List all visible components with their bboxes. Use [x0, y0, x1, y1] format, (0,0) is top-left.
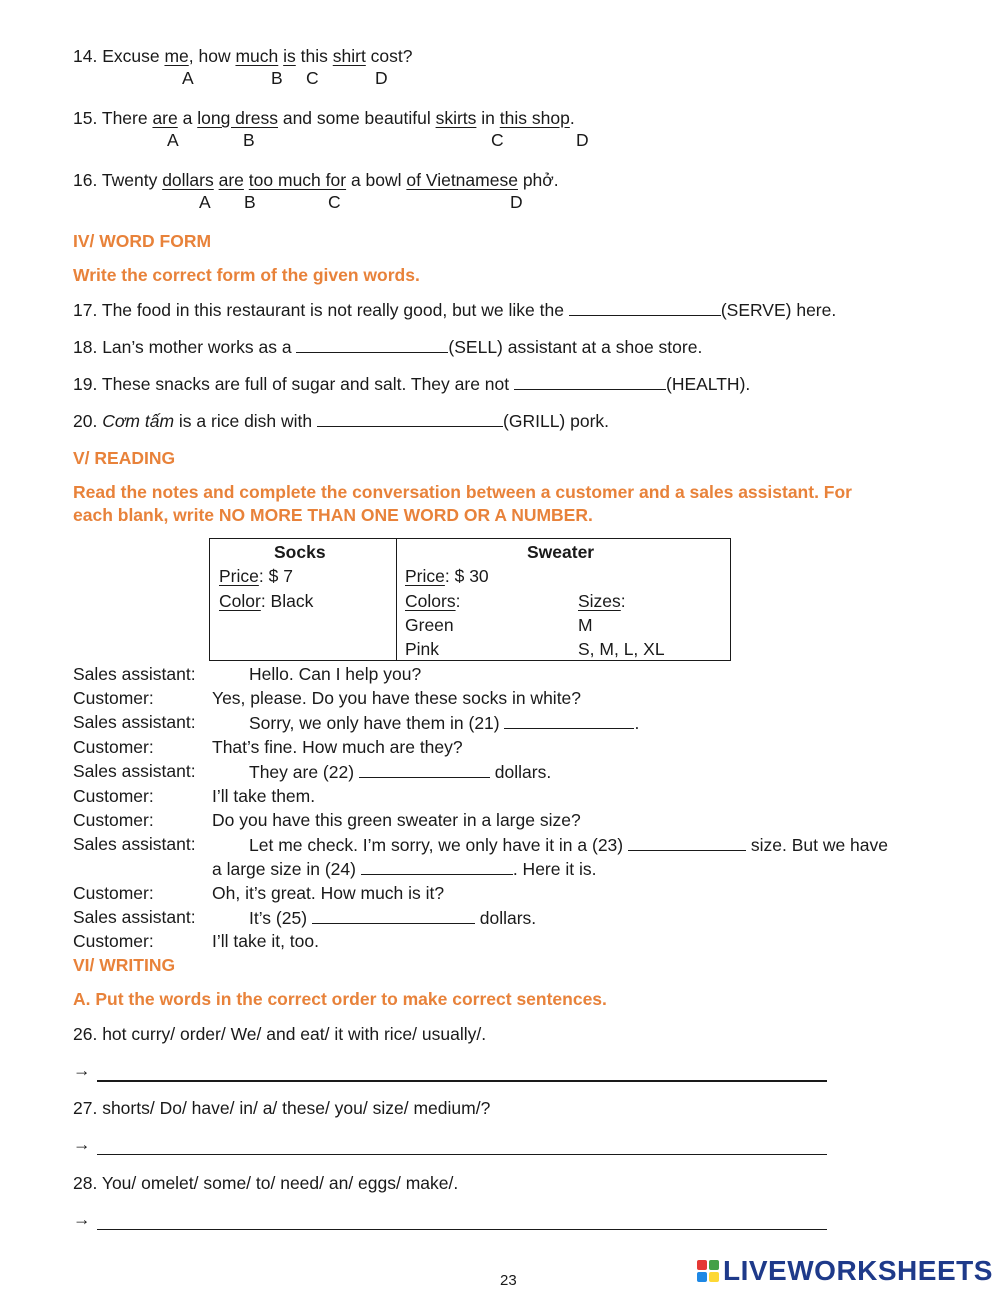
question-text-before: These snacks are full of sugar and salt. They are not: [101, 374, 514, 394]
speaker-label: Customer:: [73, 688, 154, 708]
dialogue-line: I’ll take them.: [212, 786, 316, 806]
letter-c: C: [491, 130, 504, 150]
socks-price: [219, 566, 293, 587]
section-v-instruction-line-1: Read the notes and complete the conversation between a customer and a sales assistant. For: [73, 482, 852, 502]
colors-label: Colors: [405, 591, 456, 611]
question-text-before: Lan’s mother works as a: [102, 337, 297, 357]
question-text: hot curry/ order/ We/ and eat/ it with rice/ usually/.: [102, 1024, 487, 1044]
letter-d: D: [510, 192, 523, 212]
dialogue-line: Do you have this green sweater in a large size?: [212, 810, 581, 830]
speaker-label: Customer:: [73, 931, 154, 951]
speaker-label: Sales assistant:: [73, 664, 196, 684]
option-d-underline: shirt: [332, 46, 366, 66]
dialogue-line: [249, 712, 639, 734]
text-segment: Twenty: [101, 170, 163, 190]
text-segment: a: [177, 108, 198, 128]
question-14: [73, 46, 413, 88]
socks-color: [219, 591, 313, 612]
question-number: 14.: [73, 46, 98, 66]
speaker-label: Customer:: [73, 786, 154, 806]
question-16: [73, 170, 559, 212]
dialogue-line-continuation: [212, 858, 596, 880]
section-v-title: V/ READING: [73, 448, 176, 468]
speaker-label: Customer:: [73, 737, 154, 757]
answer-blank-23[interactable]: [628, 834, 746, 851]
answer-blank-24[interactable]: [361, 858, 513, 875]
table-divider: [396, 539, 397, 660]
question-15: [73, 108, 589, 150]
dialogue-line: [249, 907, 536, 929]
section-vi-title: VI/ WRITING: [73, 955, 176, 975]
arrow-icon: →: [73, 1209, 91, 1229]
question-18: [73, 336, 702, 358]
dialogue-text-before: a large size in (24): [212, 859, 361, 879]
question-number: 28.: [73, 1173, 98, 1193]
letter-b: B: [243, 130, 255, 150]
text-segment: .: [569, 108, 575, 128]
dialogue-text-before: It’s (25): [249, 908, 312, 928]
notes-table: [209, 538, 731, 661]
text-segment: in: [476, 108, 500, 128]
text-segment: a bowl: [346, 170, 407, 190]
question-number: 17.: [73, 300, 98, 320]
option-a-underline: me: [164, 46, 189, 66]
answer-line-27[interactable]: [97, 1154, 827, 1155]
text-segment: phở.: [517, 170, 559, 190]
question-text-after: (SERVE) here.: [720, 300, 837, 320]
text-segment: this: [295, 46, 333, 66]
answer-blank-22[interactable]: [359, 761, 490, 778]
speaker-label: Sales assistant:: [73, 907, 196, 927]
price-label: Price: [405, 566, 445, 586]
colors-colon: :: [455, 591, 461, 611]
sweater-size-1: M: [578, 615, 593, 635]
question-number: 27.: [73, 1098, 98, 1118]
speaker-label: Sales assistant:: [73, 761, 196, 781]
letter-c: C: [328, 192, 341, 212]
option-b-underline: are: [218, 170, 244, 190]
dialogue-line: Oh, it’s great. How much is it?: [212, 883, 445, 903]
section-iv-title: IV/ WORD FORM: [73, 231, 212, 251]
speaker-label: Customer:: [73, 810, 154, 830]
arrow-icon: →: [73, 1134, 91, 1154]
question-number: 20.: [73, 411, 98, 431]
sizes-colon: :: [620, 591, 626, 611]
question-number: 15.: [73, 108, 98, 128]
answer-blank-19[interactable]: [514, 373, 666, 390]
question-number: 19.: [73, 374, 98, 394]
dialogue-text-after: size. But we have: [745, 835, 889, 855]
sweater-color-2: Pink: [405, 639, 440, 659]
question-27: [73, 1098, 490, 1119]
dialogue-line: That’s fine. How much are they?: [212, 737, 463, 757]
dialogue-text-after: .: [634, 713, 640, 733]
page-number: 23: [500, 1272, 517, 1289]
question-number: 18.: [73, 337, 98, 357]
option-d-underline: this shop: [499, 108, 570, 128]
logo-text: LIVEWORKSHEETS: [723, 1255, 993, 1286]
color-value: : Black: [260, 591, 314, 611]
dialogue-text-before: They are (22): [249, 762, 359, 782]
section-vi-instruction: A. Put the words in the correct order to make correct sentences.: [73, 989, 607, 1009]
speaker-label: Customer:: [73, 883, 154, 903]
question-19: [73, 373, 750, 395]
sweater-color-1: Green: [405, 615, 454, 635]
text-segment: There: [101, 108, 153, 128]
sweater-size-2: S, M, L, XL: [578, 639, 665, 659]
answer-line-28[interactable]: [97, 1229, 827, 1230]
answer-blank-25[interactable]: [312, 907, 475, 924]
question-number: 16.: [73, 170, 98, 190]
answer-blank-21[interactable]: [504, 712, 634, 729]
sweater-colors-label: [405, 591, 460, 612]
letter-b: B: [271, 68, 283, 88]
answer-blank-17[interactable]: [569, 299, 721, 316]
option-b-underline: much: [235, 46, 279, 66]
answer-blank-20[interactable]: [317, 410, 503, 427]
letter-d: D: [375, 68, 388, 88]
socks-header: Socks: [274, 542, 326, 562]
option-b-underline: long dress: [197, 108, 278, 128]
logo-icon: [697, 1260, 719, 1282]
dialogue-line: Hello. Can I help you?: [249, 664, 422, 684]
dialogue-text-after: dollars.: [474, 908, 537, 928]
dialogue-line: I’ll take it, too.: [212, 931, 319, 951]
question-17: [73, 299, 836, 321]
dialogue-line: [249, 834, 888, 856]
text-segment: Excuse: [102, 46, 165, 66]
text-segment: , how: [188, 46, 236, 66]
logo-block: [697, 1272, 707, 1282]
answer-line-26[interactable]: [97, 1080, 827, 1082]
dialogue-text-before: Let me check. I’m sorry, we only have it in a (23): [249, 835, 628, 855]
speaker-label: Sales assistant:: [73, 834, 196, 854]
option-c-underline: skirts: [435, 108, 477, 128]
letter-d: D: [576, 130, 589, 150]
speaker-label: Sales assistant:: [73, 712, 196, 732]
dialogue-text-after: dollars.: [489, 762, 552, 782]
logo-block: [697, 1260, 707, 1270]
text-segment: cost?: [365, 46, 413, 66]
color-label: Color: [219, 591, 261, 611]
question-text: shorts/ Do/ have/ in/ a/ these/ you/ size/ medium/?: [102, 1098, 491, 1118]
question-text: You/ omelet/ some/ to/ need/ an/ eggs/ make/.: [101, 1173, 459, 1193]
question-text-after: (HEALTH).: [666, 374, 751, 394]
dish-name: Cơm tấm: [102, 411, 175, 431]
letter-a: A: [167, 130, 179, 150]
logo-block: [709, 1272, 719, 1282]
liveworksheets-logo[interactable]: [697, 1255, 993, 1287]
question-text-after: (SELL) assistant at a shoe store.: [448, 337, 703, 357]
arrow-icon: →: [73, 1060, 91, 1080]
dialogue-line: [249, 761, 551, 783]
dialogue-text-before: Sorry, we only have them in (21): [249, 713, 505, 733]
question-text-before: is a rice dish with: [174, 411, 318, 431]
sweater-header: Sweater: [527, 542, 595, 562]
question-20: [73, 410, 609, 432]
letter-a: A: [182, 68, 194, 88]
option-d-underline: of Vietnamese: [406, 170, 518, 190]
sweater-price: [405, 566, 489, 587]
question-text-before: The food in this restaurant is not really good, but we like the: [101, 300, 569, 320]
logo-block: [709, 1260, 719, 1270]
price-value: : $ 30: [444, 566, 489, 586]
question-28: [73, 1173, 458, 1194]
answer-blank-18[interactable]: [296, 336, 448, 353]
option-a-underline: are: [152, 108, 178, 128]
question-26: [73, 1024, 486, 1045]
price-value: : $ 7: [258, 566, 293, 586]
letter-b: B: [244, 192, 256, 212]
section-iv-instruction: Write the correct form of the given words.: [73, 265, 420, 285]
option-c-underline: is: [283, 46, 296, 66]
sweater-sizes-label: [578, 591, 626, 612]
option-c-underline: too much for: [248, 170, 347, 190]
letter-a: A: [199, 192, 211, 212]
option-a-underline: dollars: [162, 170, 214, 190]
question-text-after: (GRILL) pork.: [503, 411, 610, 431]
price-label: Price: [219, 566, 259, 586]
dialogue-line: Yes, please. Do you have these socks in white?: [212, 688, 582, 708]
letter-c: C: [306, 68, 319, 88]
section-v-instruction-line-2: each blank, write NO MORE THAN ONE WORD OR A NUMBER.: [73, 505, 593, 525]
question-number: 26.: [73, 1024, 98, 1044]
dialogue-text-after: . Here it is.: [512, 859, 597, 879]
text-segment: and some beautiful: [277, 108, 436, 128]
sizes-label: Sizes: [578, 591, 621, 611]
